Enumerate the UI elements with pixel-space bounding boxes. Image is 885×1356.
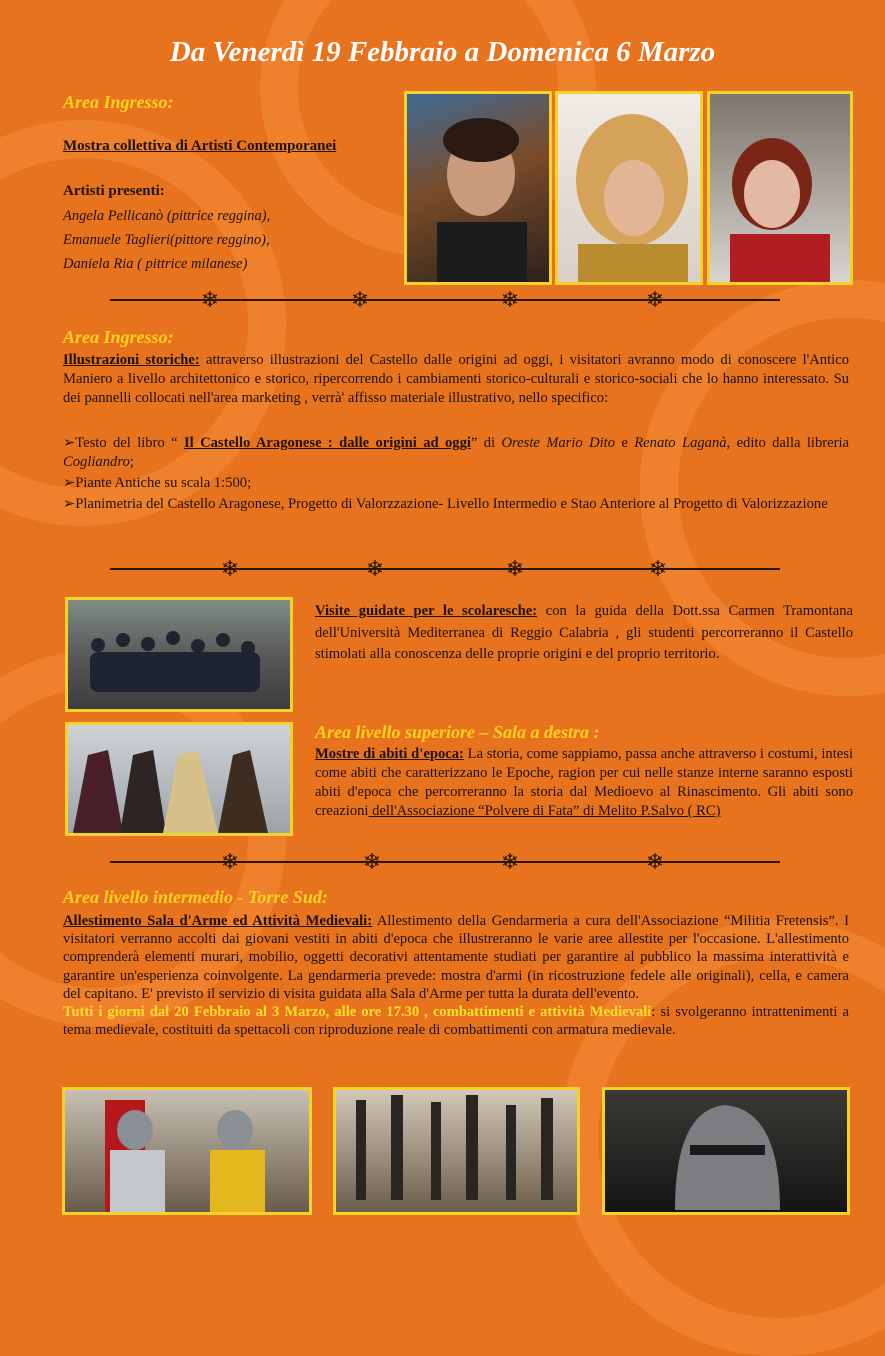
bullet-arrow-icon: ➢ bbox=[63, 496, 76, 512]
svg-text:❄: ❄ bbox=[220, 850, 240, 874]
svg-text:❄: ❄ bbox=[645, 288, 665, 312]
artist-3: Daniela Ria ( pittrice milanese) bbox=[63, 256, 248, 272]
page-title: Da Venerdì 19 Febbraio a Domenica 6 Marzo bbox=[169, 36, 716, 68]
arms-room-lead: Allestimento Sala d'Arme ed Attività Medievali: bbox=[63, 913, 373, 929]
artist-1: Angela Pellicanò (pittrice reggina), bbox=[63, 208, 271, 224]
daily-events-highlight: Tutti i giorni dal 20 Febbraio al 3 Marzo, alle ore 17.30 , combattimenti e attività Medievali bbox=[63, 1004, 652, 1021]
illustrations-lead: Illustrazioni storiche: bbox=[63, 352, 200, 368]
bullet-arrow-icon: ➢ bbox=[63, 435, 76, 451]
svg-text:❄: ❄ bbox=[645, 850, 665, 874]
book-title: Il Castello Aragonese : dalle origini ad oggi bbox=[183, 435, 471, 451]
svg-text:❄: ❄ bbox=[200, 288, 220, 312]
section1-heading: Area Ingresso: bbox=[63, 92, 174, 112]
svg-text:❄: ❄ bbox=[505, 557, 525, 581]
svg-text:❄: ❄ bbox=[220, 557, 240, 581]
bullet-arrow-icon: ➢ bbox=[63, 475, 76, 491]
illustrations-text: attraverso illustrazioni del Castello dalle origini ad oggi, i visitatori avranno modo di conoscere l'Antico Maniero a livello architettonico e storico, ripercorrendo i cambiamenti storico-culturali e storico-sociali che lo hanno interessato. Su dei pannelli collocati nell'area marketing , verrà' affisso materiale illustrativo, nello specifico: bbox=[63, 352, 849, 406]
section2-heading: Area Ingresso: bbox=[63, 327, 174, 347]
school-visit-text: con la guida della Dott.ssa Carmen Tramontana dell'Università Mediterranea di Reggio Calabria , gli studenti percorreranno il Castello stimolati alla conoscenza delle proprie origini e del proprio territorio. bbox=[315, 603, 853, 662]
school-visit-photo bbox=[65, 597, 293, 712]
knights-photo bbox=[62, 1087, 312, 1215]
artists-label: Artisti presenti: bbox=[63, 183, 165, 199]
snowflake-ornament-icon bbox=[100, 850, 790, 874]
svg-text:❄: ❄ bbox=[648, 557, 668, 581]
artist-photo-man bbox=[404, 91, 552, 285]
snowflake-ornament-icon bbox=[100, 288, 790, 312]
list-item: ➢Planimetria del Castello Aragonese, Progetto di Valorzzazione- Livello Intermedio e Stao Anteriore al Progetto di Valorizzazione bbox=[63, 496, 828, 512]
swords-photo bbox=[333, 1087, 580, 1215]
list-item: ➢Piante Antiche su scala 1:500; bbox=[63, 475, 252, 491]
helmet-photo bbox=[602, 1087, 850, 1215]
period-costumes-photo bbox=[65, 722, 293, 836]
list-item: ➢Testo del libro “ Il Castello Aragonese : dalle origini ad oggi” di Oreste Mario Dito e Renato Laganà, edito dalla libreria Cogliandro; bbox=[63, 435, 849, 470]
section5-heading: Area livello intermedio - Torre Sud: bbox=[63, 887, 328, 907]
school-visit-paragraph bbox=[315, 601, 853, 666]
svg-text:❄: ❄ bbox=[500, 850, 520, 874]
svg-text:❄: ❄ bbox=[350, 288, 370, 312]
section4-heading: Area livello superiore – Sala a destra : bbox=[315, 722, 600, 742]
costumes-text: La storia, come sappiamo, passa anche attraverso i costumi, intesi come abiti che caratterizzano le Epoche, ragion per cui nelle stanze interne saranno esposti abiti d'epoca che percorreranno la storia dal Medioevo al Rinascimento. Gli abiti sono creazioni bbox=[315, 746, 853, 819]
costumes-paragraph bbox=[315, 745, 853, 821]
svg-text:❄: ❄ bbox=[365, 557, 385, 581]
illustrations-paragraph bbox=[63, 351, 849, 408]
school-visit-lead: Visite guidate per le scolaresche: bbox=[315, 603, 538, 619]
svg-text:❄: ❄ bbox=[500, 288, 520, 312]
daily-events-text: : si svolgeranno intrattenimenti a tema medievale, costituiti da spettacoli con riproduzione reale di combattimenti con armatura medievale. bbox=[63, 1004, 849, 1039]
costumes-credit: dell'Associazione “Polvere di Fata” di Melito P.Salvo ( RC) bbox=[368, 803, 721, 819]
arms-room-paragraph bbox=[63, 912, 849, 1039]
artist-photo-woman-blonde bbox=[555, 91, 703, 285]
costumes-lead: Mostre di abiti d'epoca: bbox=[315, 746, 464, 762]
exhibition-subtitle: Mostra collettiva di Artisti Contemporanei bbox=[63, 138, 337, 154]
bullet-list bbox=[63, 434, 849, 514]
snowflake-ornament-icon bbox=[100, 557, 790, 581]
artist-2: Emanuele Taglieri(pittore reggino), bbox=[63, 232, 270, 248]
artist-photo-woman-red bbox=[707, 91, 853, 285]
svg-text:❄: ❄ bbox=[362, 850, 382, 874]
arms-room-text: Allestimento della Gendarmeria a cura dell'Associazione “Militia Fretensis”. I visitatori verranno accolti dai giovani vestiti in abiti d'epoca che illustreranno le varie aree allestite per l'occasione. L'allestimento comprenderà elementi murari, mobilio, oggetti decorativi attentamente studiati per garantire al pubblico la massima interattività e garantire un'esperienza coinvolgente. La gendarmeria prevede: mostra d'armi (in ricostruzione fedele alle originali), cella, e camera del capitano. E' previsto il servizio di visita guidata alla Sala d'Arme per tutta la durata dell'evento. bbox=[63, 913, 849, 1002]
